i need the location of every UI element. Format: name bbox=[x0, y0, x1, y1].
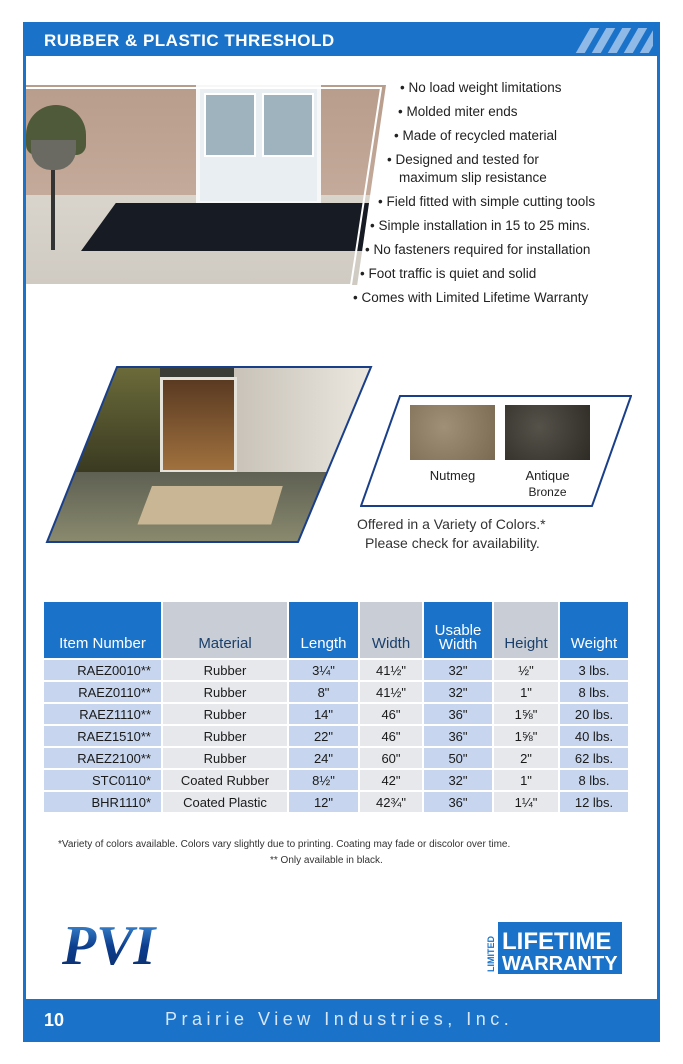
cell-material: Rubber bbox=[163, 704, 287, 724]
feature-item: • Made of recycled material bbox=[394, 128, 558, 143]
feature-item: • Simple installation in 15 to 25 mins. bbox=[370, 218, 591, 233]
feature-item: • Designed and tested for bbox=[387, 152, 539, 167]
cell-material: Coated Plastic bbox=[163, 792, 287, 812]
table-row bbox=[44, 748, 628, 768]
cell-length: 3¼" bbox=[289, 660, 358, 680]
col-header-width: Width bbox=[360, 602, 422, 658]
page-number: 10 bbox=[44, 1010, 65, 1030]
pvi-logo bbox=[58, 912, 168, 970]
col-header-weight: Weight bbox=[560, 602, 628, 658]
feature-item: • Foot traffic is quiet and solid bbox=[360, 266, 537, 281]
header-stripes bbox=[563, 28, 653, 53]
swatch-antique-bronze bbox=[505, 405, 590, 460]
swatch-nutmeg bbox=[410, 405, 495, 460]
cell-width: 41½" bbox=[360, 682, 422, 702]
cell-length: 14" bbox=[289, 704, 358, 724]
cell-item: STC0110* bbox=[44, 770, 161, 790]
cell-item: RAEZ0010** bbox=[44, 660, 161, 680]
feature-item: • No fasteners required for installation bbox=[365, 242, 591, 257]
cell-height: 1" bbox=[494, 770, 558, 790]
lifetime-warranty-badge bbox=[484, 922, 622, 974]
page-title: RUBBER & PLASTIC THRESHOLD bbox=[44, 31, 335, 50]
cell-height: 1⅝" bbox=[494, 726, 558, 746]
footnote-colors: *Variety of colors available. Colors vary slightly due to printing. Coating may fade or discolor over time. bbox=[58, 839, 511, 850]
svg-text:WARRANTY: WARRANTY bbox=[502, 953, 618, 974]
cell-material: Rubber bbox=[163, 748, 287, 768]
footnote-black: ** Only available in black. bbox=[270, 855, 383, 866]
cell-usable-width: 32" bbox=[424, 660, 492, 680]
cell-material: Rubber bbox=[163, 660, 287, 680]
cell-material: Rubber bbox=[163, 726, 287, 746]
cell-width: 42" bbox=[360, 770, 422, 790]
cell-weight: 40 lbs. bbox=[560, 726, 628, 746]
svg-text:LIFETIME: LIFETIME bbox=[502, 928, 612, 955]
cell-length: 24" bbox=[289, 748, 358, 768]
svg-text:LIMITED: LIMITED bbox=[486, 936, 496, 972]
table-row bbox=[44, 726, 628, 746]
cell-weight: 12 lbs. bbox=[560, 792, 628, 812]
cell-weight: 8 lbs. bbox=[560, 682, 628, 702]
feature-item: • Molded miter ends bbox=[398, 104, 518, 119]
feature-item: maximum slip resistance bbox=[399, 170, 547, 185]
col-header-usable-width: Usable Width bbox=[424, 602, 492, 658]
cell-weight: 20 lbs. bbox=[560, 704, 628, 724]
cell-length: 8½" bbox=[289, 770, 358, 790]
company-name: Prairie View Industries, Inc. bbox=[165, 1009, 514, 1029]
cell-item: RAEZ2100** bbox=[44, 748, 161, 768]
cell-length: 12" bbox=[289, 792, 358, 812]
cell-height: 1¼" bbox=[494, 792, 558, 812]
colors-note-line2: Please check for availability. bbox=[365, 535, 540, 551]
colors-note-line1: Offered in a Variety of Colors.* bbox=[357, 516, 546, 532]
cell-length: 8" bbox=[289, 682, 358, 702]
cell-height: ½" bbox=[494, 660, 558, 680]
col-header-height: Height bbox=[494, 602, 558, 658]
cell-material: Coated Rubber bbox=[163, 770, 287, 790]
table-row bbox=[44, 660, 628, 680]
cell-usable-width: 36" bbox=[424, 792, 492, 812]
cell-weight: 62 lbs. bbox=[560, 748, 628, 768]
swatch-label-bronze: Bronze bbox=[528, 485, 567, 499]
cell-width: 41½" bbox=[360, 660, 422, 680]
feature-item: • Comes with Limited Lifetime Warranty bbox=[353, 290, 589, 305]
feature-item: • No load weight limitations bbox=[400, 80, 562, 95]
table-row bbox=[44, 792, 628, 812]
cell-item: RAEZ1110** bbox=[44, 704, 161, 724]
cell-material: Rubber bbox=[163, 682, 287, 702]
cell-item: RAEZ0110** bbox=[44, 682, 161, 702]
cell-item: BHR1110* bbox=[44, 792, 161, 812]
swatch-label-nutmeg: Nutmeg bbox=[429, 468, 476, 483]
feature-item: • Field fitted with simple cutting tools bbox=[378, 194, 596, 209]
table-row bbox=[44, 770, 628, 790]
col-header-material: Material bbox=[163, 602, 287, 658]
cell-height: 2" bbox=[494, 748, 558, 768]
cell-width: 42¾" bbox=[360, 792, 422, 812]
cell-usable-width: 36" bbox=[424, 704, 492, 724]
cell-usable-width: 32" bbox=[424, 682, 492, 702]
spec-table bbox=[42, 600, 630, 814]
color-swatch-box bbox=[360, 395, 632, 507]
cell-usable-width: 36" bbox=[424, 726, 492, 746]
cell-width: 60" bbox=[360, 748, 422, 768]
col-header-length: Length bbox=[289, 602, 358, 658]
col-header-item: Item Number bbox=[44, 602, 161, 658]
cell-weight: 3 lbs. bbox=[560, 660, 628, 680]
table-row bbox=[44, 704, 628, 724]
cell-weight: 8 lbs. bbox=[560, 770, 628, 790]
cell-length: 22" bbox=[289, 726, 358, 746]
swatch-label-antique: Antique bbox=[525, 468, 570, 483]
cell-usable-width: 50" bbox=[424, 748, 492, 768]
photo-outline bbox=[26, 80, 386, 290]
svg-text:PVI: PVI bbox=[62, 915, 156, 970]
cell-height: 1" bbox=[494, 682, 558, 702]
cell-width: 46" bbox=[360, 704, 422, 724]
cell-width: 46" bbox=[360, 726, 422, 746]
cell-item: RAEZ1510** bbox=[44, 726, 161, 746]
photo2-outline bbox=[45, 365, 373, 545]
cell-height: 1⅝" bbox=[494, 704, 558, 724]
cell-usable-width: 32" bbox=[424, 770, 492, 790]
table-row bbox=[44, 682, 628, 702]
